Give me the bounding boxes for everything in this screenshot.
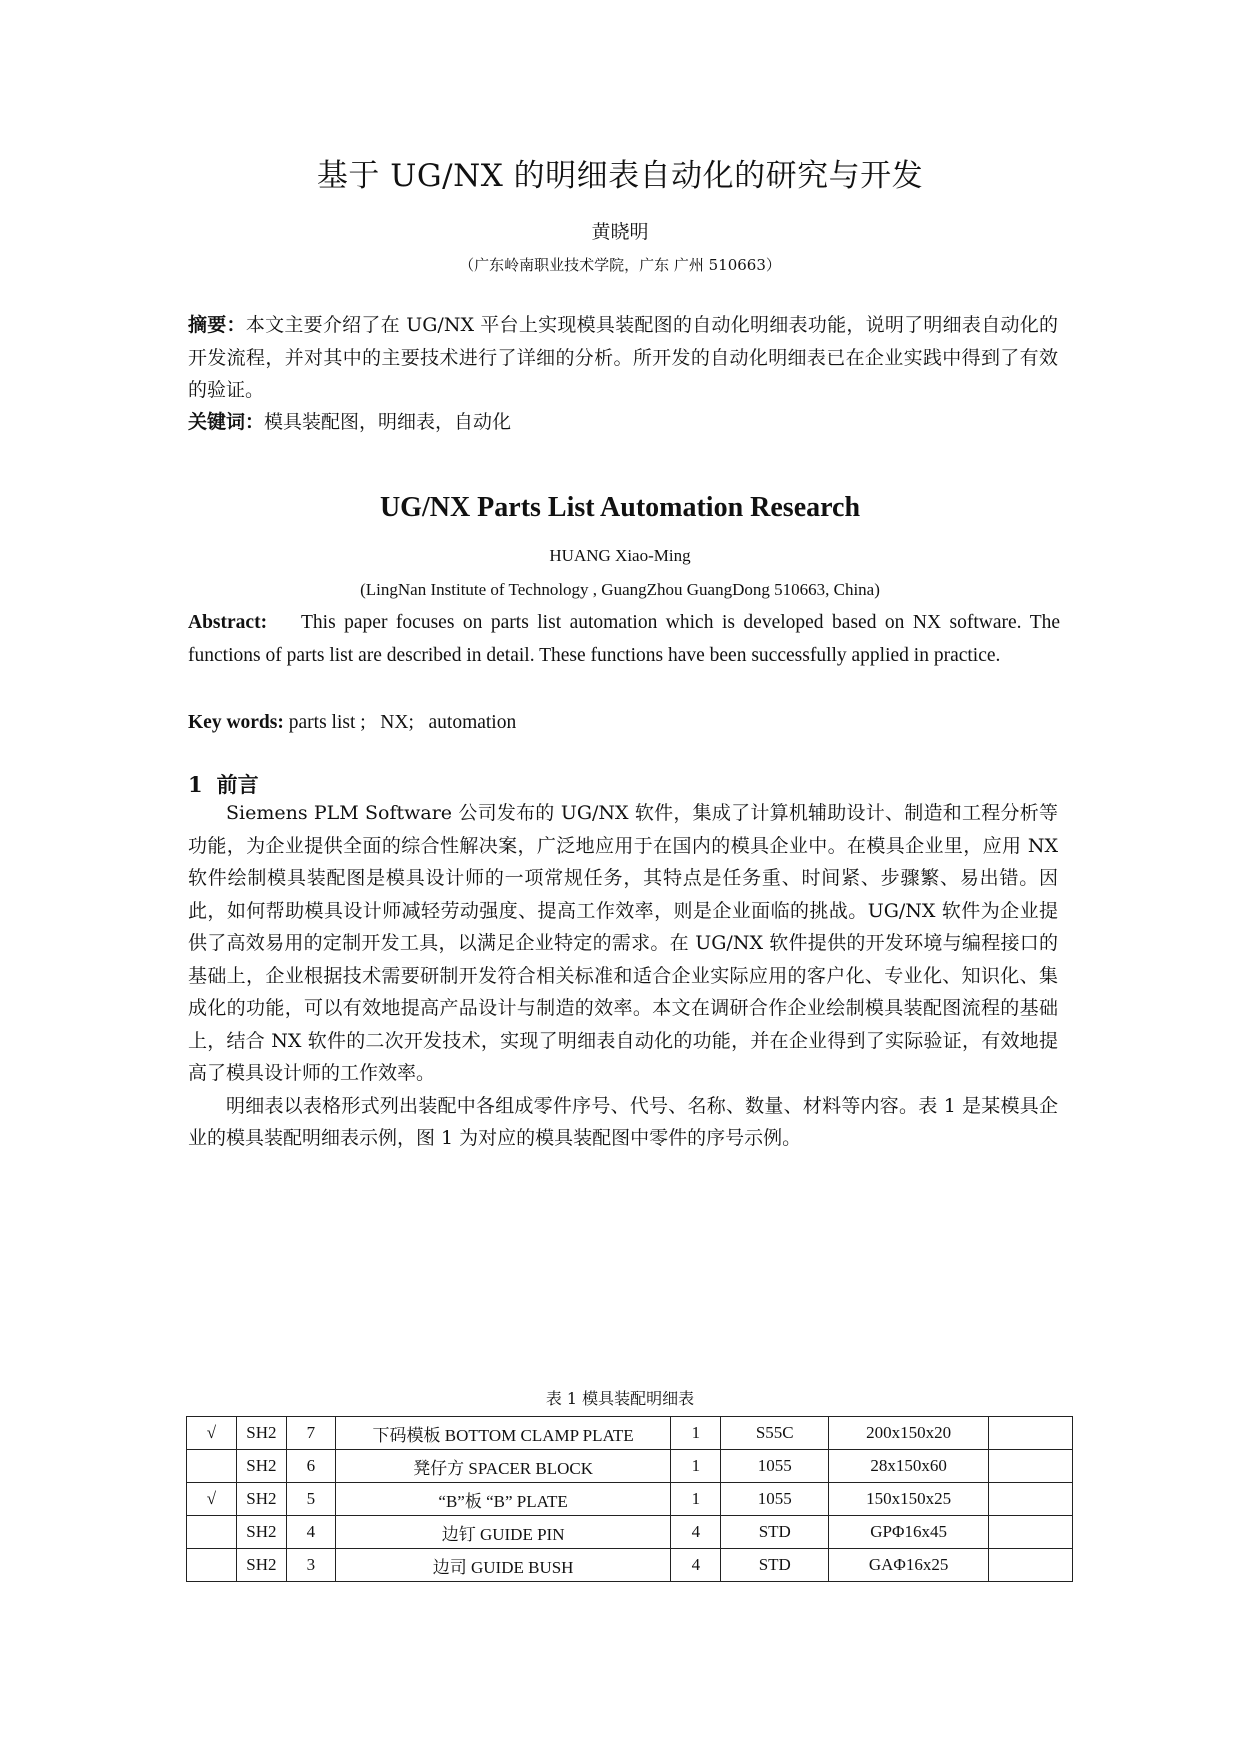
english-abstract-label: Abstract: xyxy=(188,612,268,633)
check-cell xyxy=(187,1516,237,1549)
chinese-abstract xyxy=(188,309,1058,407)
quantity-cell: 1 xyxy=(671,1483,721,1516)
material-cell: STD xyxy=(721,1549,829,1582)
remark-cell xyxy=(989,1417,1073,1450)
paragraph-1: Siemens PLM Software 公司发布的 UG/NX 软件，集成了计算机辅助设计、制造和工程分析等功能，为企业提供全面的综合性解决案，广泛地应用于在国内的模具企业中。在模具企业里，应用 NX 软件绘制模具装配图是模具设计师的一项常规任务，其特点是任务重、时间紧、步骤繁、易出错。因此，如何帮助模具设计师减轻劳动强度、提高工作效率，则是企业面临的挑战。UG/NX 软件为企业提供了高效易用的定制开发工具，以满足企业特定的需求。在 UG/NX 软件提供的开发环境与编程接口的基础上，企业根据技术需要研制开发符合相关标准和适合企业实际应用的客户化、专业化、知识化、集成化的功能，可以有效地提高产品设计与制造的效率。本文在调研合作企业绘制模具装配图流程的基础上，结合 NX 软件的二次开发技术，实现了明细表自动化的功能，并在企业得到了实际验证，有效地提高了模具设计师的工作效率。 xyxy=(188,802,1058,1084)
english-keywords xyxy=(188,707,516,739)
quantity-cell: 4 xyxy=(671,1549,721,1582)
section-heading xyxy=(188,770,259,800)
sheet-cell: SH2 xyxy=(236,1516,286,1549)
english-author: HUANG Xiao-Ming xyxy=(549,546,691,565)
english-abstract-text: This paper focuses on parts list automation which is developed based on NX software. The functions of parts list are described in detail. These functions have been successfully applied in practice. xyxy=(188,612,1061,666)
table-row xyxy=(187,1417,1073,1450)
part-name-cell: 凳仔方 SPACER BLOCK xyxy=(335,1450,671,1483)
quantity-cell: 1 xyxy=(671,1417,721,1450)
item-number-cell: 6 xyxy=(286,1450,335,1483)
english-abstract xyxy=(188,607,1060,672)
check-cell xyxy=(187,1450,237,1483)
parts-list-table xyxy=(186,1416,1073,1582)
table-row xyxy=(187,1516,1073,1549)
material-cell: 1055 xyxy=(721,1483,829,1516)
size-cell: GPΦ16x45 xyxy=(829,1516,989,1549)
item-number-cell: 4 xyxy=(286,1516,335,1549)
section-body xyxy=(188,797,1058,1155)
paragraph-2: 明细表以表格形式列出装配中各组成零件序号、代号、名称、数量、材料等内容。表 1 是某模具企业的模具装配明细表示例，图 1 为对应的模具装配图中零件的序号示例。 xyxy=(188,1094,1058,1149)
sheet-cell: SH2 xyxy=(236,1417,286,1450)
part-name-cell: 边司 GUIDE BUSH xyxy=(335,1549,671,1582)
part-name-cell: 下码模板 BOTTOM CLAMP PLATE xyxy=(335,1417,671,1450)
section-title: 前言 xyxy=(216,772,259,797)
part-name-cell: “B”板 “B” PLATE xyxy=(335,1483,671,1516)
remark-cell xyxy=(989,1516,1073,1549)
item-number-cell: 7 xyxy=(286,1417,335,1450)
table-caption: 表 1 模具装配明细表 xyxy=(545,1389,695,1408)
section-number: 1 xyxy=(188,772,203,797)
chinese-keywords-label: 关键词： xyxy=(188,411,265,433)
remark-cell xyxy=(989,1549,1073,1582)
chinese-author: 黄晓明 xyxy=(591,221,649,243)
english-keywords-text: parts list ; NX; automation xyxy=(288,712,517,733)
quantity-cell: 1 xyxy=(671,1450,721,1483)
chinese-abstract-text: 本文主要介绍了在 UG/NX 平台上实现模具装配图的自动化明细表功能，说明了明细表自动化的开发流程，并对其中的主要技术进行了详细的分析。所开发的自动化明细表已在企业实践中得到了有效的验证。 xyxy=(188,314,1058,401)
remark-cell xyxy=(989,1483,1073,1516)
table-row xyxy=(187,1483,1073,1516)
material-cell: S55C xyxy=(721,1417,829,1450)
chinese-affiliation: （广东岭南职业技术学院，广东 广州 510663） xyxy=(459,256,781,274)
english-keywords-label: Key words: xyxy=(188,712,284,733)
chinese-keywords xyxy=(188,406,1058,439)
english-title: UG/NX Parts List Automation Research xyxy=(379,492,861,523)
chinese-abstract-label: 摘要： xyxy=(188,314,246,336)
sheet-cell: SH2 xyxy=(236,1549,286,1582)
check-cell xyxy=(187,1549,237,1582)
part-name-cell: 边钉 GUIDE PIN xyxy=(335,1516,671,1549)
remark-cell xyxy=(989,1450,1073,1483)
material-cell: 1055 xyxy=(721,1450,829,1483)
check-cell: √ xyxy=(187,1417,237,1450)
table-row xyxy=(187,1450,1073,1483)
sheet-cell: SH2 xyxy=(236,1450,286,1483)
check-cell: √ xyxy=(187,1483,237,1516)
item-number-cell: 5 xyxy=(286,1483,335,1516)
quantity-cell: 4 xyxy=(671,1516,721,1549)
chinese-title: 基于 UG/NX 的明细表自动化的研究与开发 xyxy=(316,158,924,194)
table-row xyxy=(187,1549,1073,1582)
size-cell: 200x150x20 xyxy=(829,1417,989,1450)
sheet-cell: SH2 xyxy=(236,1483,286,1516)
size-cell: GAΦ16x25 xyxy=(829,1549,989,1582)
english-affiliation: (LingNan Institute of Technology , GuangZhou GuangDong 510663, China) xyxy=(360,580,880,599)
size-cell: 150x150x25 xyxy=(829,1483,989,1516)
material-cell: STD xyxy=(721,1516,829,1549)
size-cell: 28x150x60 xyxy=(829,1450,989,1483)
chinese-keywords-text: 模具装配图，明细表，自动化 xyxy=(264,411,512,433)
item-number-cell: 3 xyxy=(286,1549,335,1582)
